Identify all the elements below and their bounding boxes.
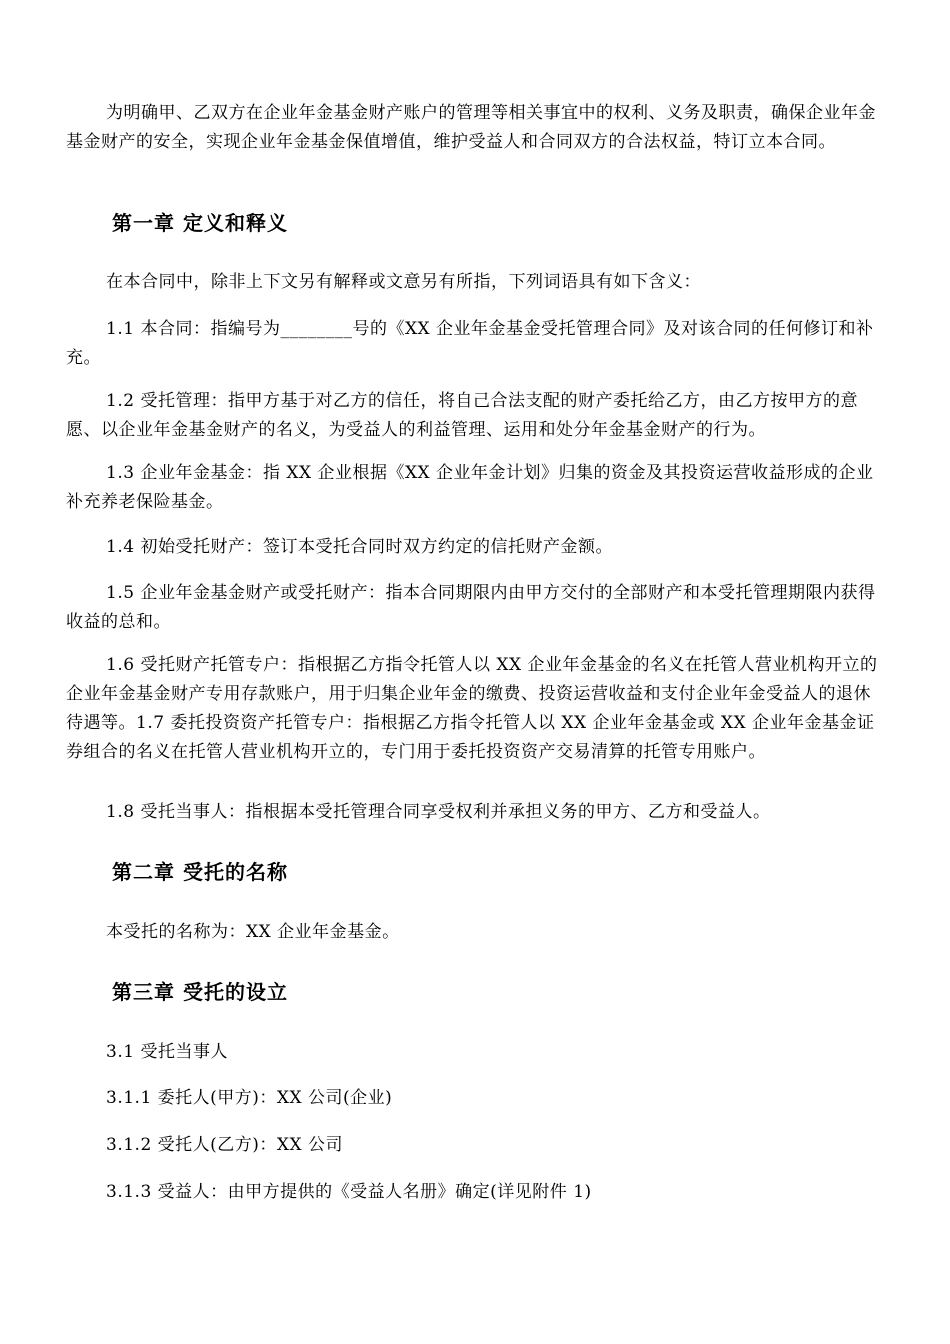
chapter-1-lead: 在本合同中，除非上下文另有解释或文意另有所指，下列词语具有如下含义：	[106, 272, 701, 292]
definition-1-4: 1.4 初始受托财产：签订本受托合同时双方约定的信托财产金额。	[106, 537, 613, 557]
definition-1-6-1-7: 1.6 受托财产托管专户：指根据乙方指令托管人以 XX 企业年金基金的名义在托管人营业机构开立的企业年金基金财产专用存款账户，用于归集企业年金的缴费、投资运营收益和支付企业年金受益人的退休待遇等。1.7 委托投资资产托管专户：指根据乙方指令托管人以 XX 企业年金基金或 XX 企业年金基金证券组合的名义在托管人营业机构开立的，专门用于委托投资资产交易清算的托管专用账户。	[66, 655, 878, 762]
definition-1-2: 1.2 受托管理：指甲方基于对乙方的信任，将自己合法支配的财产委托给乙方，由乙方按甲方的意愿、以企业年金基金财产的名义，为受益人的利益管理、运用和处分年金基金财产的行为。	[66, 391, 858, 440]
definition-1-8: 1.8 受托当事人：指根据本受托管理合同享受权利并承担义务的甲方、乙方和受益人。	[106, 802, 771, 822]
chapter-1-heading: 第一章 定义和释义	[112, 211, 288, 235]
intro-paragraph: 为明确甲、乙双方在企业年金基金财产账户的管理等相关事宜中的权利、义务及职责，确保企业年金基金财产的安全，实现企业年金基金保值增值，维护受益人和合同双方的合法权益，特订立本合同。	[66, 103, 876, 152]
chapter-2-heading: 第二章 受托的名称	[112, 860, 288, 884]
chapter-3-heading: 第三章 受托的设立	[112, 980, 288, 1004]
section-3-1-1: 3.1.1 委托人(甲方)：XX 公司(企业)	[106, 1088, 393, 1108]
section-3-1: 3.1 受托当事人	[106, 1042, 228, 1062]
section-3-1-3: 3.1.3 受益人：由甲方提供的《受益人名册》确定(详见附件 1)	[106, 1182, 592, 1202]
definition-1-5: 1.5 企业年金基金财产或受托财产：指本合同期限内由甲方交付的全部财产和本受托管理期限内获得收益的总和。	[66, 583, 876, 632]
section-3-1-2: 3.1.2 受托人(乙方)：XX 公司	[106, 1135, 344, 1155]
definition-1-3: 1.3 企业年金基金：指 XX 企业根据《XX 企业年金计划》归集的资金及其投资运营收益形成的企业补充养老保险基金。	[66, 463, 874, 512]
chapter-2-text: 本受托的名称为：XX 企业年金基金。	[106, 922, 400, 942]
definition-1-1: 1.1 本合同：指编号为________号的《XX 企业年金基金受托管理合同》及对该合同的任何修订和补充。	[66, 319, 874, 368]
